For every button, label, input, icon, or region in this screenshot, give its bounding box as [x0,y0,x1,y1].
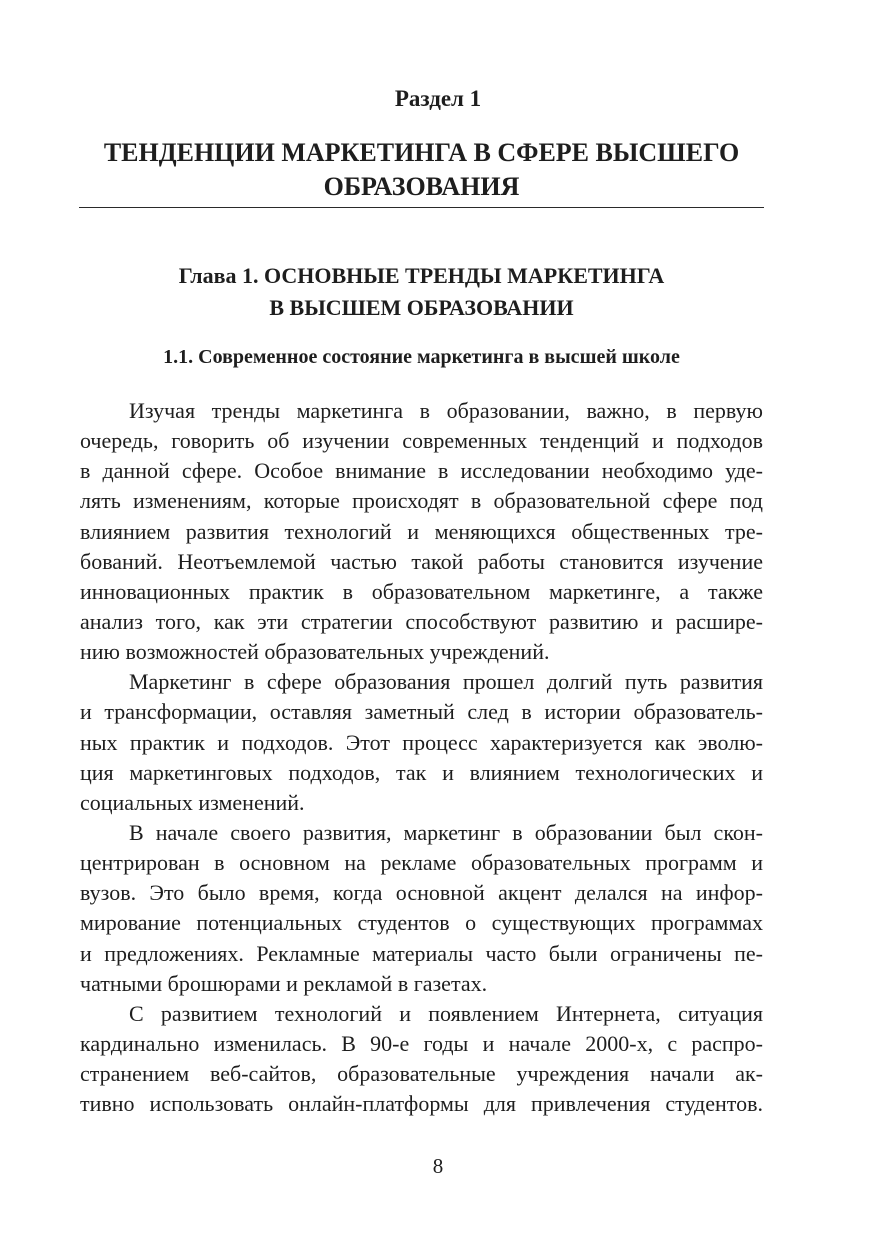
paragraph [80,999,763,1120]
paragraph-line: Изучая тренды маркетинга в образовании, важно, в первую [129,398,763,423]
paragraph-line: в данной сфере. Особое внимание в исследовании необходимо уде- [80,458,763,484]
paragraph-line: В начале своего развития, маркетинг в образовании был скон- [129,819,763,845]
section-divider [79,207,764,208]
paragraph-line: С развитием технологий и появлением Интернета, ситуация [129,1000,763,1026]
paragraph-line: кардинально изменилась. В 90-е годы и начале 2000-х, с распро- [80,1030,763,1056]
chapter-title [80,260,763,324]
paragraph-line: инновационных практик в образовательном маркетинге, а также [80,578,763,604]
paragraph-line: влиянием развития технологий и меняющихся общественных тре- [80,518,763,544]
body-text [80,396,763,1119]
paragraph-line: анализ того, как эти стратегии способствуют развитию и расшире- [80,608,763,634]
paragraph-line: бований. Неотъемлемой частью такой работы становится изучение [80,548,763,574]
paragraph-line: ция маркетинговых подходов, так и влиянием технологических и [80,759,763,785]
section-label: Раздел 1 [394,86,482,111]
chapter-title-line: Глава 1. ОСНОВНЫЕ ТРЕНДЫ МАРКЕТИНГА [178,263,665,288]
paragraph [80,667,763,818]
paragraph-line: чатными брошюрами и рекламой в газетах. [80,970,488,996]
section-title [80,136,763,204]
paragraph-line: Маркетинг в сфере образования прошел долгий путь развития [129,669,763,695]
paragraph-line: лять изменениям, которые происходят в образовательной сфере под [80,488,763,514]
paragraph-line: мирование потенциальных студентов о существующих программах [80,910,763,936]
page-number: 8 [432,1154,444,1178]
paragraph [80,396,763,667]
paragraph-line: центрирован в основном на рекламе образовательных программ и [80,850,763,876]
section-title-line: ОБРАЗОВАНИЯ [323,172,520,201]
chapter-title-line: В ВЫСШЕМ ОБРАЗОВАНИИ [269,295,574,320]
paragraph-line: тивно использовать онлайн-платформы для привлечения студентов. [80,1091,763,1117]
paragraph [80,818,763,999]
paragraph-line: странением веб-сайтов, образовательные учреждения начали ак- [80,1061,763,1087]
section-title-line: ТЕНДЕНЦИИ МАРКЕТИНГА В СФЕРЕ ВЫСШЕГО [103,138,740,167]
subsection-title: 1.1. Современное состояние маркетинга в высшей школе [163,346,680,368]
paragraph-line: социальных изменений. [80,789,305,815]
paragraph-line: вузов. Это было время, когда основной акцент делался на инфор- [80,880,763,906]
paragraph-line: и трансформации, оставляя заметный след в истории образователь- [80,699,763,725]
paragraph-line: ных практик и подходов. Этот процесс характеризуется как эволю- [80,729,763,755]
paragraph-line: и предложениях. Рекламные материалы часто были ограничены пе- [80,940,763,966]
paragraph-line: нию возможностей образовательных учреждений. [80,639,550,665]
paragraph-line: очередь, говорить об изучении современных тенденций и подходов [80,428,763,454]
